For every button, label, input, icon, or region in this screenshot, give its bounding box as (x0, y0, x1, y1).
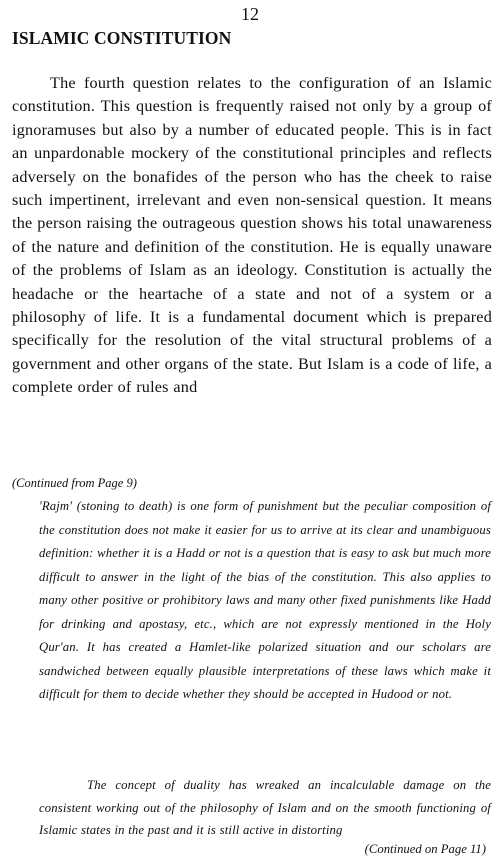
note-continued-from: (Continued from Page 9) (12, 476, 137, 490)
body-paragraph: The fourth question relates to the configuration of an Islamic constitution. This question is frequently raised not only by a group of ignoramuses but also by a number of educated people. This is in fact an unpardonable mockery of the constitutional principles and reflects adversely on the bonafides of the person who has the cheek to raise such impertinent, irrelevant and even non-sensical question. It means the person raising the outrageous question shows his total unawareness of the nature and definition of the constitution. He is equally unaware of the problems of Islam as an ideology. Constitution is actually the headache or the heartache of a state and not of a system or a philosophy of life. It is a fundamental document which is prepared specifically for the resolution of the vital structural problems of a government and other organs of the state. But Islam is a code of life, a complete order of rules and (12, 74, 492, 397)
note-paragraph-2: The concept of duality has wreaked an incalculable damage on the consistent working out of the philosophy of Islam and on the smooth functioning of Islamic states in the past and it is still active in distorting (39, 778, 491, 837)
page-number: 12 (241, 4, 259, 24)
note-paragraph-1: 'Rajm' (stoning to death) is one form of punishment but the peculiar composition of the constitution does not make it easier for us to arrive at its clear and unambiguous definition: whether it is a Hadd or not is a question that is easy to ask but much more difficult to answer in the light of the bias of the constitution. This also applies to many other positive or prohibitory laws and many other fixed punishments like Hadd for drinking and apostasy, etc., which are not expressly mentioned in the Holy Qur'an. It has created a Hamlet-like polarized situation and our scholars are sandwiched between equally plausible interpretations of these laws which make it difficult for them to decide whether they should be accepted in Hudood or not. (39, 499, 491, 701)
section-heading: ISLAMIC CONSTITUTION (12, 28, 232, 48)
note-continued-on: (Continued on Page 11) (364, 842, 486, 856)
